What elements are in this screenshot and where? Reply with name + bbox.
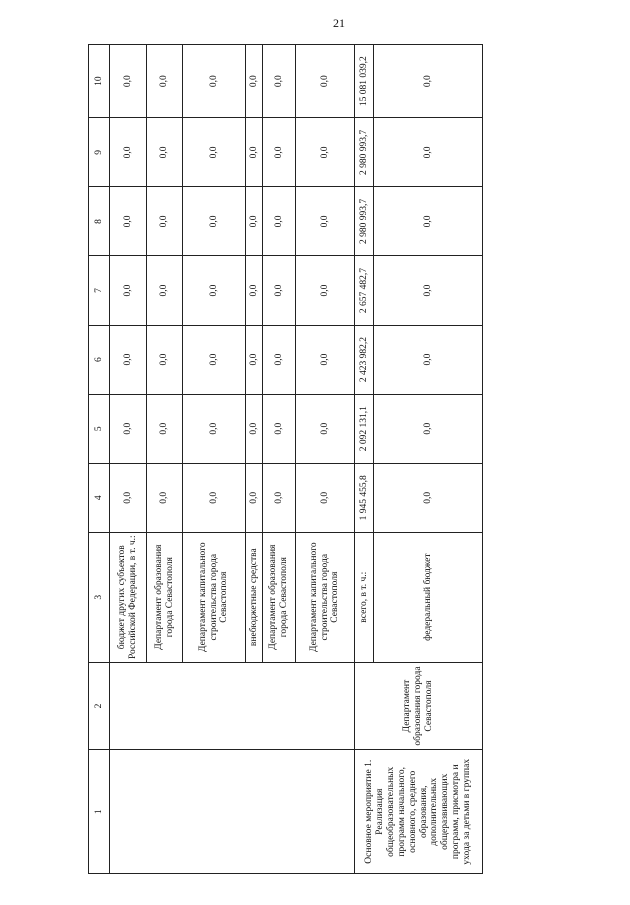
value-cell: 0,0 bbox=[374, 325, 483, 394]
value-cell: 1 945 455,8 bbox=[355, 463, 374, 532]
value-cell: 0,0 bbox=[183, 45, 246, 118]
value-cell: 0,0 bbox=[374, 118, 483, 187]
value-cell: 0,0 bbox=[110, 394, 147, 463]
value-cell: 0,0 bbox=[374, 394, 483, 463]
header-cell: 1 bbox=[89, 750, 110, 874]
budget-table bbox=[88, 44, 483, 874]
value-cell: 0,0 bbox=[374, 463, 483, 532]
value-cell: 0,0 bbox=[246, 463, 263, 532]
value-cell: 0,0 bbox=[296, 325, 355, 394]
value-cell: 0,0 bbox=[147, 256, 183, 325]
header-cell: 7 bbox=[89, 256, 110, 325]
value-cell: 0,0 bbox=[246, 325, 263, 394]
value-cell: 0,0 bbox=[263, 325, 296, 394]
value-cell: 2 657 482,7 bbox=[355, 256, 374, 325]
value-cell: 0,0 bbox=[183, 118, 246, 187]
measure-name: Основное мероприятие 1. Реализация общеобразовательных программ начального, основного, среднего образования, дополнительных общеразвивающих программ, присмотра и ухода за детьми в группах bbox=[355, 750, 483, 874]
value-cell: 0,0 bbox=[296, 256, 355, 325]
value-cell: 0,0 bbox=[183, 325, 246, 394]
funding-source: Департамент капитального строительства города Севастополя bbox=[183, 532, 246, 662]
value-cell: 0,0 bbox=[183, 463, 246, 532]
value-cell: 0,0 bbox=[147, 118, 183, 187]
value-cell: 2 423 982,2 bbox=[355, 325, 374, 394]
header-row bbox=[89, 45, 110, 874]
value-cell: 0,0 bbox=[110, 45, 147, 118]
value-cell: 0,0 bbox=[246, 118, 263, 187]
value-cell: 0,0 bbox=[296, 187, 355, 256]
value-cell: 0,0 bbox=[147, 187, 183, 256]
value-cell: 0,0 bbox=[110, 256, 147, 325]
value-cell: 0,0 bbox=[263, 187, 296, 256]
table-row bbox=[110, 45, 147, 874]
value-cell: 0,0 bbox=[263, 118, 296, 187]
table-row bbox=[355, 45, 374, 874]
value-cell: 0,0 bbox=[296, 394, 355, 463]
value-cell: 0,0 bbox=[263, 394, 296, 463]
value-cell: 0,0 bbox=[246, 187, 263, 256]
value-cell: 0,0 bbox=[147, 45, 183, 118]
value-cell: 0,0 bbox=[183, 256, 246, 325]
value-cell: 15 081 039,2 bbox=[355, 45, 374, 118]
value-cell: 0,0 bbox=[246, 256, 263, 325]
value-cell: 0,0 bbox=[374, 187, 483, 256]
funding-source: Департамент образования города Севастополя bbox=[263, 532, 296, 662]
value-cell: 0,0 bbox=[110, 118, 147, 187]
header-cell: 5 bbox=[89, 394, 110, 463]
value-cell: 0,0 bbox=[110, 325, 147, 394]
value-cell: 0,0 bbox=[110, 187, 147, 256]
header-cell: 10 bbox=[89, 45, 110, 118]
header-cell: 2 bbox=[89, 662, 110, 750]
measure-cell-continued bbox=[110, 750, 355, 874]
value-cell: 0,0 bbox=[147, 325, 183, 394]
value-cell: 0,0 bbox=[183, 394, 246, 463]
executor: Департамент образования города Севастополя bbox=[355, 662, 483, 750]
value-cell: 0,0 bbox=[246, 394, 263, 463]
value-cell: 0,0 bbox=[147, 394, 183, 463]
funding-source: всего, в т. ч.: bbox=[355, 532, 374, 662]
funding-source: Департамент образования города Севастополя bbox=[147, 532, 183, 662]
funding-source: Департамент капитального строительства города Севастополя bbox=[296, 532, 355, 662]
value-cell: 0,0 bbox=[147, 463, 183, 532]
value-cell: 0,0 bbox=[296, 118, 355, 187]
value-cell: 2 092 131,1 bbox=[355, 394, 374, 463]
funding-source: внебюджетные средства bbox=[246, 532, 263, 662]
value-cell: 0,0 bbox=[296, 45, 355, 118]
header-cell: 8 bbox=[89, 187, 110, 256]
value-cell: 0,0 bbox=[263, 256, 296, 325]
header-cell: 9 bbox=[89, 118, 110, 187]
funding-source: федеральный бюджет bbox=[374, 532, 483, 662]
funding-source: бюджет других субъектов Российской Федерации, в т. ч.: bbox=[110, 532, 147, 662]
rotated-table-container bbox=[88, 44, 473, 874]
value-cell: 0,0 bbox=[183, 187, 246, 256]
header-cell: 6 bbox=[89, 325, 110, 394]
value-cell: 0,0 bbox=[374, 45, 483, 118]
value-cell: 0,0 bbox=[110, 463, 147, 532]
value-cell: 0,0 bbox=[246, 45, 263, 118]
header-cell: 4 bbox=[89, 463, 110, 532]
value-cell: 0,0 bbox=[263, 45, 296, 118]
page-number: 21 bbox=[333, 16, 345, 30]
value-cell: 0,0 bbox=[263, 463, 296, 532]
header-cell: 3 bbox=[89, 532, 110, 662]
value-cell: 2 980 993,7 bbox=[355, 118, 374, 187]
value-cell: 0,0 bbox=[296, 463, 355, 532]
value-cell: 2 980 993,7 bbox=[355, 187, 374, 256]
value-cell: 0,0 bbox=[374, 256, 483, 325]
executor-cell-continued bbox=[110, 662, 355, 750]
